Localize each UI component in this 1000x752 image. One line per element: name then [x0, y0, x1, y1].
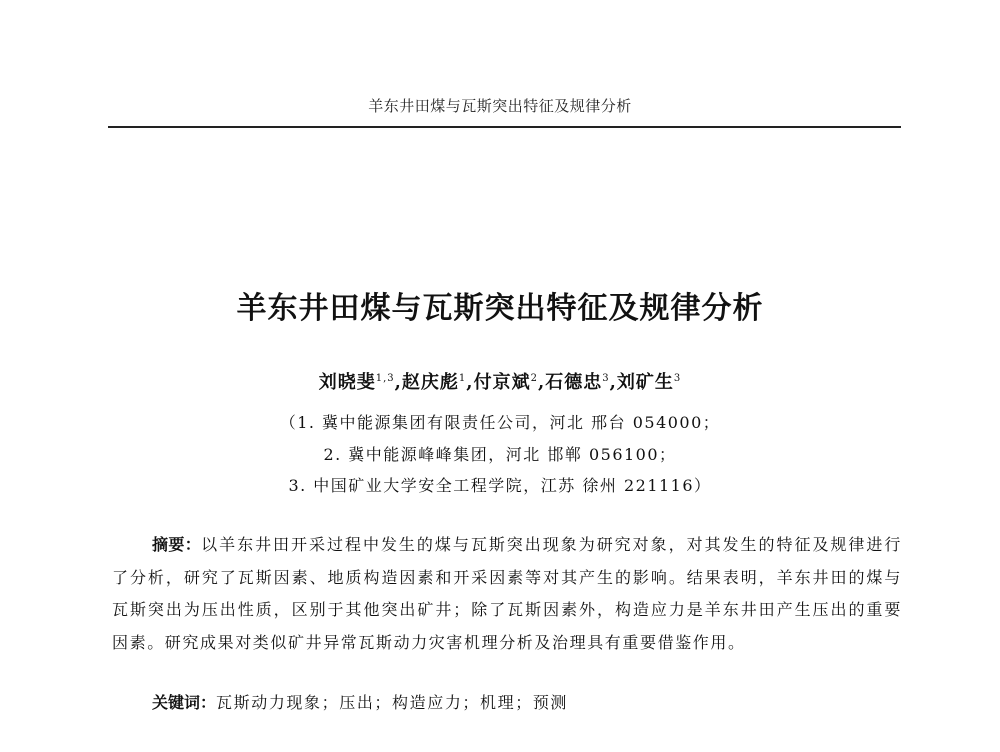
keywords-text: 瓦斯动力现象；压出；构造应力；机理；预测: [216, 693, 569, 712]
author-affil-sup: 3: [602, 373, 610, 384]
abstract-text: 以羊东井田开采过程中发生的煤与瓦斯突出现象为研究对象，对其发生的特征及规律进行了分析，研究了瓦斯因素、地质构造因素和开采因素等对其产生的影响。结果表明，羊东井田的煤与瓦斯突出为压出性质，区别于其他突出矿井；除了瓦斯因素外，构造应力是羊东井田产生压出的重要因素。研究成果对类似矿井异常瓦斯动力灾害机理分析及治理具有重要借鉴作用。: [112, 535, 902, 652]
paper-title: 羊东井田煤与瓦斯突出特征及规律分析: [236, 291, 764, 326]
author-separator: ,: [394, 372, 402, 393]
author-list: [0, 368, 1000, 394]
author-separator: ,: [466, 372, 474, 393]
affiliation-3: 3. 中国矿业大学安全工程学院，江苏 徐州 221116）: [288, 476, 712, 495]
affiliation-1: （1. 冀中能源集团有限责任公司，河北 邢台 054000；: [279, 413, 721, 432]
author-separator: ,: [537, 372, 546, 393]
running-head: 羊东井田煤与瓦斯突出特征及规律分析: [368, 97, 632, 115]
author-affil-sup: 3: [673, 373, 682, 384]
abstract: [112, 529, 902, 659]
affiliation-2: 2. 冀中能源峰峰集团，河北 邯郸 056100；: [323, 445, 677, 464]
abstract-label: 摘要：: [152, 535, 202, 554]
author-name: 赵庆彪: [401, 372, 459, 393]
keywords-label: 关键词：: [152, 693, 217, 712]
author-separator: ,: [609, 372, 617, 393]
author-affil-sup: 2: [530, 373, 538, 384]
author-name: 刘矿生: [616, 372, 674, 393]
author-name: 石德忠: [545, 372, 603, 393]
keywords: [152, 690, 568, 713]
author-name: 刘晓斐: [318, 372, 376, 393]
author-name: 付京斌: [473, 372, 531, 393]
author-affil-sup: 1,3: [375, 373, 395, 384]
author-affil-sup: 1: [458, 373, 467, 384]
header-rule: [108, 126, 901, 128]
